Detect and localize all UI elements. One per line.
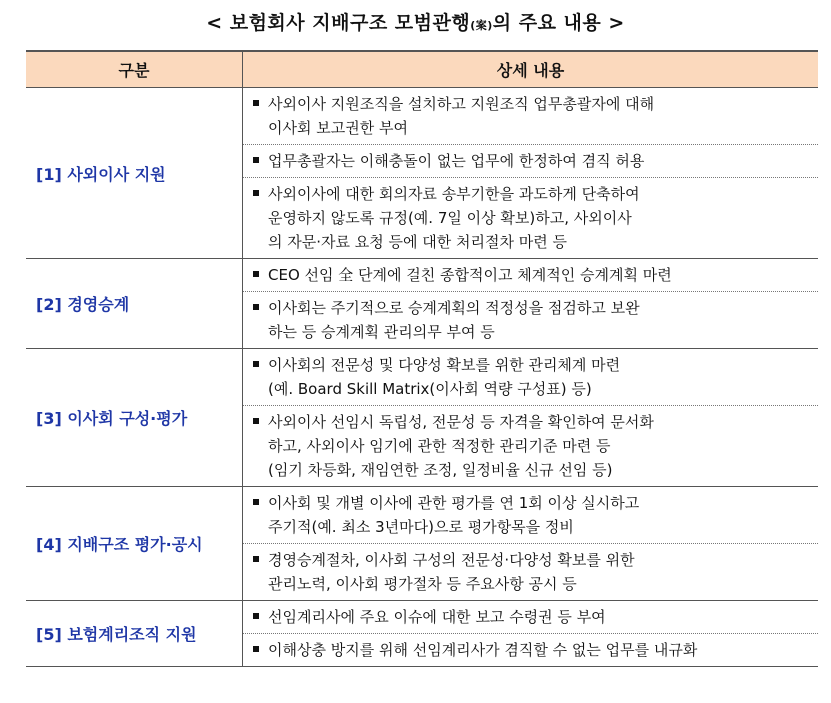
- detail-line: [253, 116, 812, 140]
- detail-text: CEO 선임 全 단계에 걸친 종합적이고 체계적인 승계계획 마련: [268, 266, 672, 284]
- bullet-icon: [253, 100, 259, 106]
- bullet-icon: [253, 613, 259, 619]
- detail-line: [253, 353, 812, 377]
- detail-line: [253, 605, 812, 629]
- detail-text: 운영하지 않도록 규정(예. 7일 이상 확보)하고, 사외이사: [268, 209, 632, 227]
- detail-item: [243, 601, 819, 634]
- bullet-icon: [253, 646, 259, 652]
- section-label: [2] 경영승계: [26, 259, 243, 349]
- detail-text: (임기 차등화, 재임연한 조정, 일정비율 신규 선임 등): [268, 461, 613, 479]
- bullet-icon: [253, 157, 259, 163]
- detail-text: 의 자문·자료 요청 등에 대한 처리절차 마련 등: [268, 233, 567, 251]
- detail-line: [253, 515, 812, 539]
- detail-text: 이사회는 주기적으로 승계계획의 적정성을 점검하고 보완: [268, 299, 640, 317]
- detail-text: 이사회의 전문성 및 다양성 확보를 위한 관리체계 마련: [268, 356, 621, 374]
- section-label: [4] 지배구조 평가·공시: [26, 487, 243, 601]
- section-label: [1] 사외이사 지원: [26, 88, 243, 259]
- detail-item: [243, 349, 819, 406]
- detail-text: 이사회 보고권한 부여: [268, 119, 408, 137]
- header-category: 구분: [26, 51, 243, 88]
- bullet-icon: [253, 361, 259, 367]
- detail-line: [253, 206, 812, 230]
- detail-text: 이해상충 방지를 위해 선임계리사가 겸직할 수 없는 업무를 내규화: [268, 641, 698, 659]
- page-title: [0, 8, 831, 35]
- detail-line: [253, 92, 812, 116]
- detail-line: [253, 434, 812, 458]
- bullet-icon: [253, 304, 259, 310]
- detail-text: (예. Board Skill Matrix(이사회 역량 구성표) 등): [268, 380, 592, 398]
- summary-table: [26, 50, 818, 667]
- bullet-icon: [253, 190, 259, 196]
- table-row: [26, 88, 818, 145]
- detail-text: 사외이사 지원조직을 설치하고 지원조직 업무총괄자에 대해: [268, 95, 655, 113]
- detail-line: [253, 320, 812, 344]
- detail-text: 사외이사에 대한 회의자료 송부기한을 과도하게 단축하여: [268, 185, 640, 203]
- table-row: [26, 349, 818, 406]
- title-suffix: 의 주요 내용 >: [492, 12, 625, 34]
- bullet-icon: [253, 271, 259, 277]
- table-header-row: [26, 51, 818, 88]
- detail-item: [243, 88, 819, 145]
- detail-text: 하고, 사외이사 임기에 관한 적정한 관리기준 마련 등: [268, 437, 611, 455]
- detail-item: [243, 259, 819, 292]
- detail-item: [243, 406, 819, 487]
- detail-text: 주기적(예. 최소 3년마다)으로 평가항목을 정비: [268, 518, 574, 536]
- detail-line: [253, 491, 812, 515]
- header-details: 상세 내용: [243, 51, 819, 88]
- detail-item: [243, 145, 819, 178]
- detail-line: [253, 377, 812, 401]
- detail-line: [253, 230, 812, 254]
- detail-line: [253, 458, 812, 482]
- detail-line: [253, 638, 812, 662]
- detail-text: 하는 등 승계계획 관리의무 부여 등: [268, 323, 495, 341]
- detail-item: [243, 178, 819, 259]
- bullet-icon: [253, 418, 259, 424]
- table-row: [26, 487, 818, 544]
- detail-line: [253, 182, 812, 206]
- detail-item: [243, 634, 819, 667]
- detail-text: 관리노력, 이사회 평가절차 등 주요사항 공시 등: [268, 575, 577, 593]
- detail-line: [253, 410, 812, 434]
- detail-text: 경영승계절차, 이사회 구성의 전문성·다양성 확보를 위한: [268, 551, 635, 569]
- table-body: [26, 88, 818, 667]
- detail-line: [253, 296, 812, 320]
- detail-item: [243, 487, 819, 544]
- detail-line: [253, 263, 812, 287]
- detail-line: [253, 572, 812, 596]
- title-mark: (案): [470, 19, 493, 32]
- section-label: [5] 보험계리조직 지원: [26, 601, 243, 667]
- bullet-icon: [253, 499, 259, 505]
- detail-line: [253, 149, 812, 173]
- detail-text: 업무총괄자는 이해충돌이 없는 업무에 한정하여 겸직 허용: [268, 152, 645, 170]
- section-label: [3] 이사회 구성·평가: [26, 349, 243, 487]
- bullet-icon: [253, 556, 259, 562]
- detail-line: [253, 548, 812, 572]
- title-text: < 보험회사 지배구조 모범관행: [206, 12, 471, 34]
- table-row: [26, 259, 818, 292]
- detail-item: [243, 292, 819, 349]
- detail-text: 선임계리사에 주요 이슈에 대한 보고 수령권 등 부여: [268, 608, 606, 626]
- detail-text: 이사회 및 개별 이사에 관한 평가를 연 1회 이상 실시하고: [268, 494, 640, 512]
- detail-text: 사외이사 선임시 독립성, 전문성 등 자격을 확인하여 문서화: [268, 413, 654, 431]
- table-row: [26, 601, 818, 634]
- detail-item: [243, 544, 819, 601]
